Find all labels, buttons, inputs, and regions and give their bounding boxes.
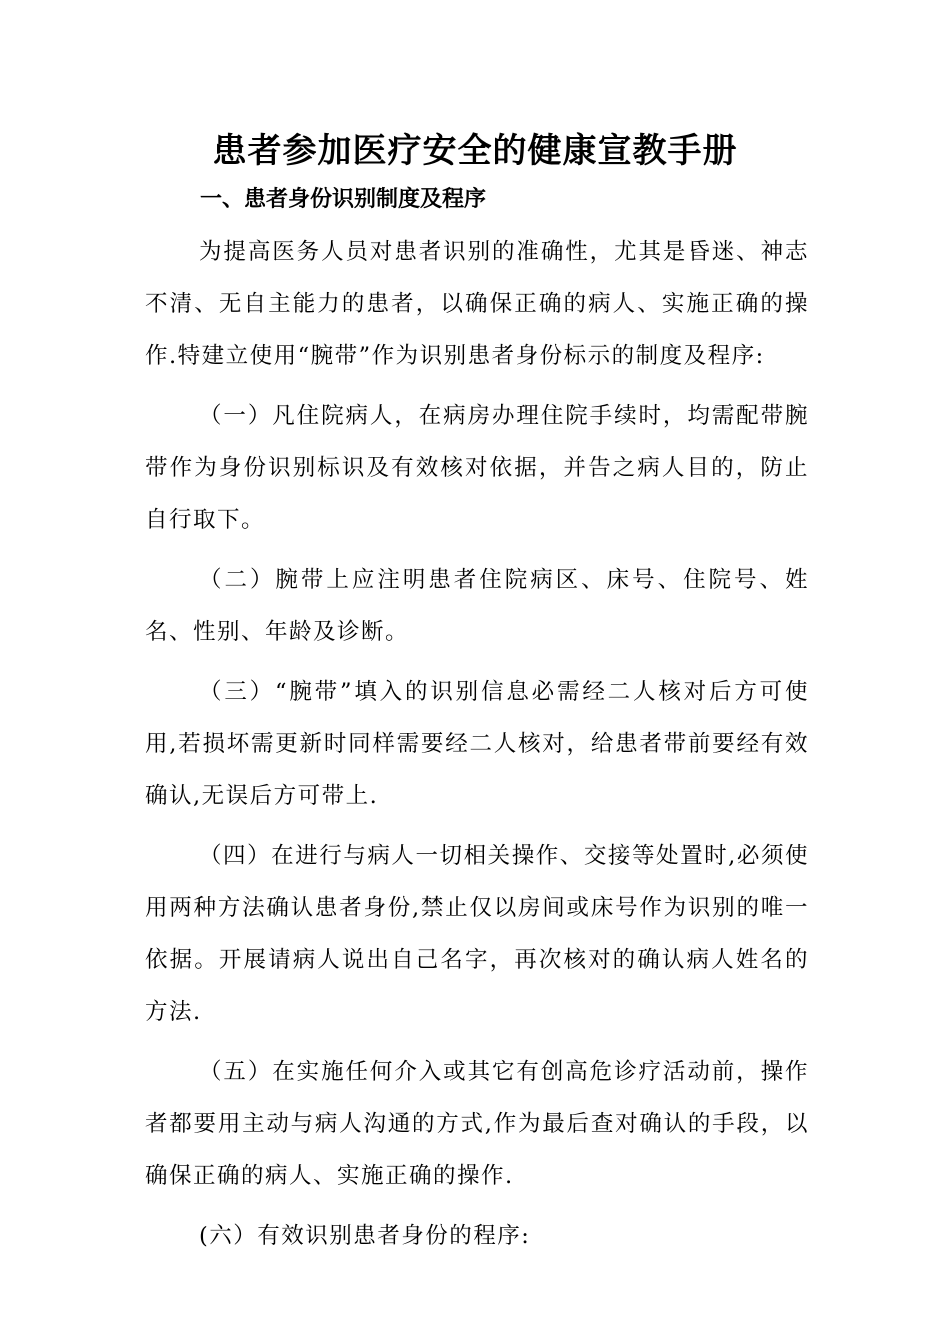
paragraph-item-2: （二）腕带上应注明患者住院病区、床号、住院号、姓名、性别、年龄及诊断。 [145,567,809,645]
paragraph-item-3: （三）“腕带”填入的识别信息必需经二人核对后方可使用,若损坏需更新时同样需要经二人核对，给患者带前要经有效确认,无误后方可带上. [145,679,809,809]
intro-paragraph: 为提高医务人员对患者识别的准确性，尤其是昏迷、神志不清、无自主能力的患者，以确保正确的病人、实施正确的操作.特建立使用“腕带”作为识别患者身份标示的制度及程序: [145,239,809,369]
paragraph-item-4: （四）在进行与病人一切相关操作、交接等处置时,必须使用两种方法确认患者身份,禁止仅以房间或床号作为识别的唯一依据。开展请病人说出自己名字，再次核对的确认病人姓名的方法. [145,843,809,1025]
document-body [145,226,809,1270]
document-title: 患者参加医疗安全的健康宣教手册 [212,131,738,171]
section-heading: 一、患者身份识别制度及程序 [200,187,487,212]
paragraph-item-1: （一）凡住院病人，在病房办理住院手续时，均需配带腕带作为身份识别标识及有效核对依据，并告之病人目的，防止自行取下。 [145,403,809,533]
paragraph-item-6: (六）有效识别患者身份的程序: [199,1223,531,1249]
paragraph-item-5: （五）在实施任何介入或其它有创高危诊疗活动前，操作者都要用主动与病人沟通的方式,作为最后查对确认的手段，以确保正确的病人、实施正确的操作. [145,1059,809,1189]
